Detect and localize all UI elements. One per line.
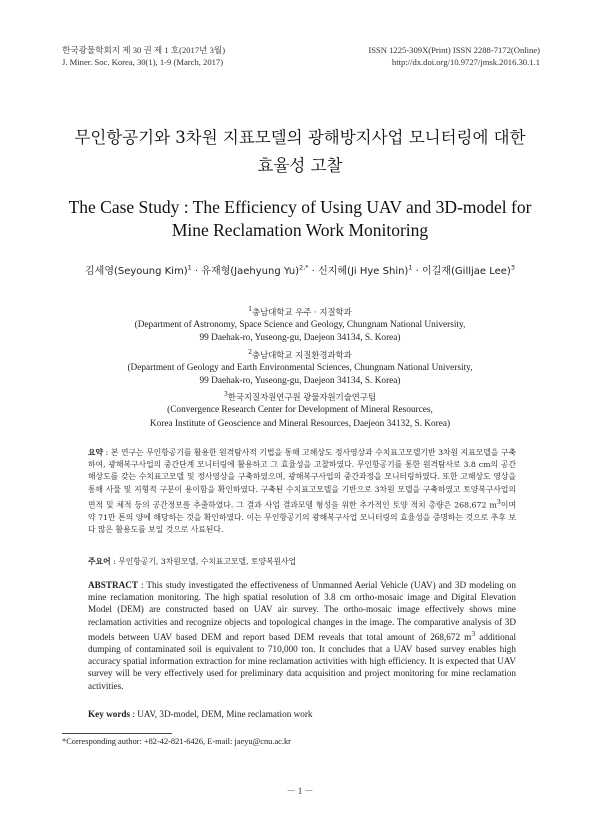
author-list bbox=[20, 262, 580, 277]
affiliation-korean bbox=[20, 346, 580, 362]
issn-line: ISSN 1225-309X(Print) ISSN 2288-7172(Online) bbox=[368, 45, 540, 55]
affiliation-korean bbox=[20, 303, 580, 319]
abstract-english-label: ABSTRACT bbox=[88, 580, 139, 590]
journal-header-right bbox=[368, 44, 540, 68]
corresponding-author-footnote: *Corresponding author: +82-42-821-6426, E-mail: jaeyu@cnu.ac.kr bbox=[62, 737, 291, 746]
author-separator: · bbox=[191, 266, 202, 277]
abstract-korean-text-end: 이며 약 71만 톤의 양에 해당하는 것을 확인하였다. 이는 무인항공기의 광해복구사업 모니터링의 효율성을 증명하는 것으로 추후 보다 많은 활용도를 보일 것으로 사료된다. bbox=[88, 500, 516, 534]
journal-header-left bbox=[62, 44, 225, 68]
keywords-english-label: Key words bbox=[88, 709, 131, 719]
keywords-english bbox=[88, 709, 516, 719]
abstract-korean-label: 요약 bbox=[88, 448, 104, 457]
abstract-korean bbox=[88, 447, 516, 536]
abstract-english-text: : This study investigated the effectiveness of Unmanned Aerial Vehicle (UAV) and 3D modeling on mine reclamation monitoring. The high spatial resolution of 3.8 cm ortho-mosaic image and Digital Elevation Model (DEM) are constructed based on UAV air survey. The ortho-mosaic image effectively shows mine reclamation activities and recognize objects and topological changes in the image. The comparative analysis of 3D models between UAV based DEM and report based DEM reveals that total amount of 268,672 m bbox=[88, 580, 516, 642]
affiliation-mark: 1 bbox=[248, 306, 253, 313]
keywords-korean-text: : 무인항공기, 3차원모델, 수치표고모델, 토양복원사업 bbox=[110, 557, 297, 566]
unit-superscript: 3 bbox=[496, 497, 501, 506]
affiliations bbox=[20, 303, 580, 431]
abstract-english bbox=[88, 579, 516, 692]
abstract-korean-text: : 본 연구는 무인항공기를 활용한 원격탐사적 기법을 통해 고해상도 정사영상과 수치표고모델기반 3차원 지표모델을 구축하여, 광해복구사업의 중간단계 모니터링에 활용하고 그 효율성을 고찰하였다. 무인항공기를 통한 원격탐사로 3.8 cm의 공간해상도를 갖는 수치표고모델 및 정사영상을 구축하였으며, 광해복구사업의 중간과정을 모니터링하였다. 또한 고해상도 영상을 통해 사물 및 지형적 구분이 용이함을 확인하였다. 구축된 수치표고모델을 기반으로 3차원 모델을 구축하였고 토양복구사업의 면적 및 체적 등의 공간정보를 추출하였다. 그 결과 사업 결과모델 형성을 위한 추가적인 토양 적치 총량은 268,672 m bbox=[88, 448, 516, 510]
affiliation-korean-text: 충남대학교 우주 · 지질학과 bbox=[252, 306, 352, 317]
affiliation-korean-text: 충남대학교 지질환경과학과 bbox=[252, 349, 352, 360]
title-english-line-2: Mine Reclamation Work Monitoring bbox=[171, 220, 429, 240]
title-english bbox=[40, 196, 560, 242]
title-english-line-1: The Case Study : The Efficiency of Using UAV and 3D-model for bbox=[68, 197, 532, 217]
author-name: 이길재(Gilljae Lee) bbox=[422, 266, 511, 277]
footnote-divider bbox=[62, 733, 172, 734]
affiliation-english-line: (Department of Geology and Earth Environmental Sciences, Chungnam National University, bbox=[127, 362, 473, 373]
journal-name-ko: 한국광물학회지 제 30 권 제 1 호(2017년 3월) bbox=[62, 45, 226, 55]
doi-link[interactable]: http://dx.doi.org/10.9727/jmsk.2016.30.1.1 bbox=[391, 57, 540, 67]
page-number: － 1 － bbox=[286, 786, 314, 796]
abstract-english-text-end: additional dumping of contaminated soil is equivalent to 710,000 ton. It concludes that a UAV based survey enables high accuracy spatial information extraction for mine reclamation activities with high efficiency. It is expected that UAV survey will be very effectively used for preliminary data acquisition and project monitoring for mine reclamation activities. bbox=[88, 631, 516, 691]
author-affiliation-mark: 1 bbox=[187, 263, 192, 272]
author-name: 유재형(Jaehyung Yu) bbox=[201, 266, 300, 277]
keywords-korean-label: 주요어 bbox=[88, 557, 111, 566]
author-separator: · bbox=[308, 266, 319, 277]
author-name: 신지혜(Ji Hye Shin) bbox=[318, 266, 409, 277]
affiliation-english-line: (Convergence Research Center for Development of Mineral Resources, bbox=[167, 405, 433, 416]
affiliation-mark: 3 bbox=[223, 391, 228, 399]
title-korean bbox=[40, 124, 560, 180]
unit-superscript: 3 bbox=[471, 628, 476, 638]
keywords-korean bbox=[88, 556, 516, 567]
affiliation-english-line: (Department of Astronomy, Space Science and Geology, Chungnam National University, bbox=[134, 320, 466, 331]
affiliation-mark: 2 bbox=[248, 348, 253, 356]
author-affiliation-mark: 1 bbox=[408, 263, 413, 272]
title-korean-line-1: 무인항공기와 3차원 지표모델의 광해방지사업 모니터링에 대한 bbox=[74, 128, 526, 147]
affiliation-korean-text: 한국지질자원연구원 광물자원기술연구팀 bbox=[227, 392, 377, 403]
affiliation-english-line: 99 Daehak-ro, Yuseong-gu, Daejeon 34134, S. Korea) bbox=[199, 333, 401, 344]
title-korean-line-2: 효율성 고찰 bbox=[257, 156, 343, 175]
keywords-english-text: : UAV, 3D-model, DEM, Mine reclamation work bbox=[130, 709, 313, 719]
author-name: 김세영(Seyoung Kim) bbox=[85, 266, 188, 277]
journal-citation-en: J. Miner. Soc. Korea, 30(1), 1-9 (March, 2017) bbox=[62, 57, 224, 67]
author-separator: · bbox=[412, 266, 423, 277]
affiliation-english-line: 99 Daehak-ro, Yuseong-gu, Daejeon 34134, S. Korea) bbox=[199, 376, 401, 387]
affiliation-english-line: Korea Institute of Geoscience and Mineral Resources, Daejeon 34132, S. Korea) bbox=[149, 418, 451, 429]
author-affiliation-mark: 2,* bbox=[299, 263, 309, 272]
affiliation-korean bbox=[20, 388, 580, 404]
author-affiliation-mark: 3 bbox=[510, 263, 515, 272]
